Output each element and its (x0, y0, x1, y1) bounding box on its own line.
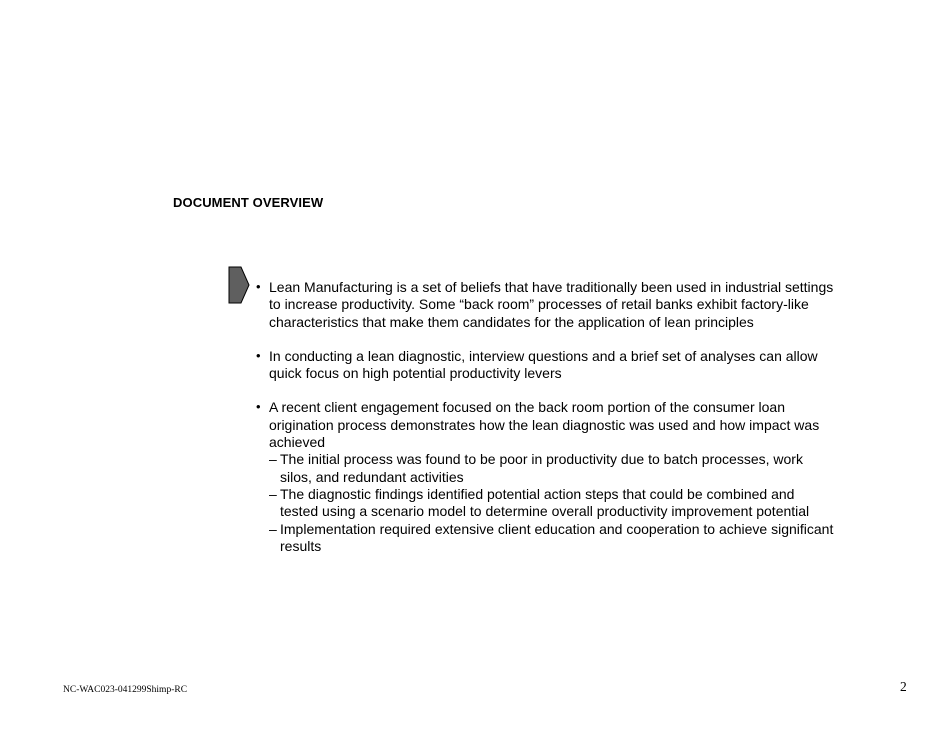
sub-bullet-marker: – (269, 520, 277, 537)
right-arrow-pentagon-icon (228, 266, 250, 304)
sub-bullet-item (256, 451, 836, 486)
page-title: DOCUMENT OVERVIEW (173, 195, 324, 210)
sub-bullet-text: The initial process was found to be poor in productivity due to batch processes, work silos, and redundant activities (280, 451, 803, 485)
bullet-marker: • (256, 279, 261, 294)
sub-bullet-item (256, 521, 836, 556)
sub-bullet-text: The diagnostic findings identified potential action steps that could be combined and tested using a scenario model to determine overall productivity improvement potential (280, 485, 810, 520)
bullet-list (256, 279, 836, 555)
bullet-marker: • (256, 399, 261, 415)
bullet-item (256, 348, 836, 383)
bullet-item (256, 399, 836, 451)
sub-bullet-text: Implementation required extensive client education and cooperation to achieve significant results (280, 520, 834, 554)
bullet-marker: • (256, 347, 261, 363)
document-code: NC-WAC023-041299Shimp-RC (63, 685, 188, 695)
bullet-text: In conducting a lean diagnostic, interview questions and a brief set of analyses can allow quick focus on high potential productivity levers (269, 347, 818, 382)
bullet-item (256, 279, 836, 331)
bullet-text: A recent client engagement focused on the back room portion of the consumer loan origination process demonstrates how the lean diagnostic was used and how impact was achieved (269, 399, 820, 451)
sub-bullet-item (256, 486, 836, 521)
bullet-text: Lean Manufacturing is a set of beliefs that have traditionally been used in industrial settings to increase productivity. Some “back room” processes of retail banks exhibit factory-like characteristics that make them candidates for the application of lean principles (269, 279, 834, 330)
sub-bullet-marker: – (269, 485, 277, 502)
page-number: 2 (900, 679, 907, 694)
sub-bullet-marker: – (269, 451, 277, 468)
